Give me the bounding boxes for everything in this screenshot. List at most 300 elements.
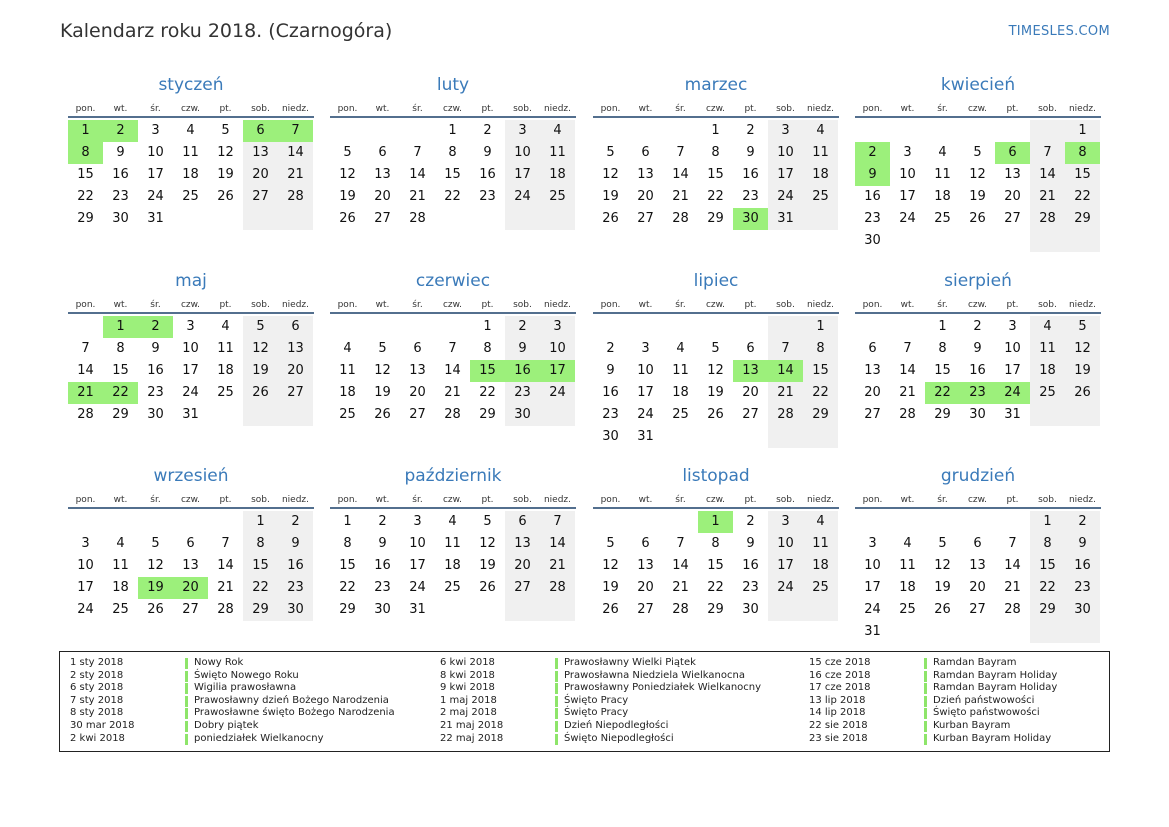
month-5 <box>68 268 314 426</box>
day-cell: 30 <box>602 429 619 444</box>
holiday-marker <box>924 696 927 707</box>
day-grid <box>855 120 1101 252</box>
month-name: listopad <box>682 466 750 486</box>
empty-cell <box>890 621 925 643</box>
day-grid <box>593 120 839 230</box>
day-cell: 26 <box>479 580 496 595</box>
day-cell: 8 <box>803 338 838 360</box>
weekday-label: pon. <box>337 495 358 505</box>
day-cell: 21 <box>672 189 689 204</box>
empty-cell <box>593 316 628 338</box>
day-cell: 31 <box>768 208 803 230</box>
day-cell: 7 <box>903 341 912 356</box>
empty-cell <box>1030 404 1065 426</box>
weekday-label: pt. <box>481 104 494 114</box>
day-cell: 6 <box>278 316 313 338</box>
weekday-label: pon. <box>75 104 96 114</box>
empty-cell <box>663 426 698 448</box>
day-cell: 3 <box>768 120 803 142</box>
holiday-day-cell: 23 <box>960 382 995 404</box>
day-cell: 26 <box>147 602 164 617</box>
holiday-column <box>809 657 1057 745</box>
empty-cell <box>995 120 1030 142</box>
day-cell: 20 <box>742 385 759 400</box>
day-cell: 14 <box>444 363 461 378</box>
day-cell: 5 <box>606 145 615 160</box>
holiday-day-cell: 16 <box>505 360 540 382</box>
day-cell: 23 <box>374 580 391 595</box>
day-cell: 4 <box>676 341 685 356</box>
weekday-label: pon. <box>337 300 358 310</box>
day-cell: 27 <box>182 602 199 617</box>
holiday-name: Dzień państwowości <box>933 694 1035 706</box>
holiday-marker <box>924 658 927 669</box>
day-cell: 1 <box>938 319 947 334</box>
holiday-marker <box>185 683 188 694</box>
weekday-header <box>593 98 839 118</box>
day-cell: 28 <box>768 404 803 426</box>
weekday-label: czw. <box>967 104 988 114</box>
day-cell: 3 <box>505 120 540 142</box>
holiday-day-cell: 21 <box>68 382 103 404</box>
day-cell: 4 <box>540 120 575 142</box>
weekday-header <box>330 489 576 509</box>
day-cell: 19 <box>479 558 496 573</box>
day-cell: 14 <box>409 167 426 182</box>
weekday-label: pt. <box>219 495 232 505</box>
weekday-label: śr. <box>937 300 948 310</box>
weekday-label: niedz. <box>543 300 572 310</box>
weekday-label: czw. <box>705 495 726 505</box>
day-cell: 25 <box>339 407 356 422</box>
empty-cell <box>995 621 1030 643</box>
day-cell: 10 <box>1004 341 1021 356</box>
day-cell: 30 <box>864 233 881 248</box>
day-cell: 28 <box>278 186 313 208</box>
day-cell: 7 <box>448 341 457 356</box>
holiday-day-cell: 30 <box>733 208 768 230</box>
weekday-header <box>68 294 314 314</box>
day-grid <box>330 511 576 621</box>
day-cell: 6 <box>641 536 650 551</box>
day-cell: 16 <box>742 558 759 573</box>
page-title: Kalendarz roku 2018. (Czarnogóra) <box>60 20 393 42</box>
weekday-label: niedz. <box>281 300 310 310</box>
day-cell: 9 <box>278 533 313 555</box>
day-cell: 9 <box>378 536 387 551</box>
weekday-label: pt. <box>219 104 232 114</box>
holiday-marker <box>555 721 558 732</box>
holiday-row <box>70 707 395 720</box>
day-cell: 4 <box>343 341 352 356</box>
site-link[interactable]: TIMESLES.COM <box>1008 24 1110 39</box>
holiday-day-cell: 6 <box>243 120 278 142</box>
day-cell: 22 <box>339 580 356 595</box>
holiday-name: Dobry piątek <box>194 719 259 731</box>
day-cell: 6 <box>868 341 877 356</box>
day-cell: 28 <box>540 577 575 599</box>
holiday-row <box>70 657 395 670</box>
day-cell: 27 <box>637 211 654 226</box>
holiday-day-cell: 19 <box>138 577 173 599</box>
day-cell: 12 <box>374 363 391 378</box>
weekday-label: niedz. <box>543 104 572 114</box>
empty-cell <box>400 120 435 142</box>
day-cell: 6 <box>746 341 755 356</box>
holiday-marker <box>555 658 558 669</box>
day-cell: 20 <box>505 555 540 577</box>
day-cell: 17 <box>505 164 540 186</box>
weekday-label: pon. <box>600 104 621 114</box>
day-cell: 24 <box>182 385 199 400</box>
holiday-marker <box>185 696 188 707</box>
day-cell: 17 <box>77 580 94 595</box>
day-cell: 18 <box>540 164 575 186</box>
weekday-label: sob. <box>251 495 270 505</box>
day-cell: 2 <box>973 319 982 334</box>
empty-cell <box>330 120 365 142</box>
day-cell: 4 <box>186 123 195 138</box>
empty-cell <box>663 511 698 533</box>
weekday-label: śr. <box>412 104 423 114</box>
day-cell: 16 <box>742 167 759 182</box>
day-cell: 5 <box>606 536 615 551</box>
weekday-label: sob. <box>776 495 795 505</box>
day-cell: 16 <box>278 555 313 577</box>
day-cell: 5 <box>243 316 278 338</box>
day-cell: 30 <box>969 407 986 422</box>
day-cell: 28 <box>1004 602 1021 617</box>
holiday-row <box>70 682 395 695</box>
day-cell: 23 <box>479 189 496 204</box>
month-12 <box>855 463 1101 643</box>
weekday-header <box>593 489 839 509</box>
empty-cell <box>208 404 243 426</box>
empty-cell <box>1065 404 1100 426</box>
weekday-label: wt. <box>638 495 653 505</box>
day-cell: 13 <box>278 338 313 360</box>
day-cell: 20 <box>278 360 313 382</box>
holiday-row <box>809 682 1057 695</box>
weekday-label: sob. <box>1038 300 1057 310</box>
day-cell: 3 <box>81 536 90 551</box>
weekday-label: pt. <box>744 300 757 310</box>
holiday-row <box>440 695 761 708</box>
day-cell: 17 <box>147 167 164 182</box>
holiday-date: 13 lip 2018 <box>809 694 866 706</box>
day-cell: 8 <box>343 536 352 551</box>
day-grid <box>330 316 576 426</box>
day-cell: 19 <box>339 189 356 204</box>
day-cell: 12 <box>934 558 951 573</box>
day-cell: 12 <box>243 338 278 360</box>
day-cell: 30 <box>147 407 164 422</box>
day-cell: 10 <box>768 142 803 164</box>
day-cell: 29 <box>112 407 129 422</box>
holiday-name: Święto państwowości <box>933 707 1040 719</box>
day-cell: 8 <box>711 145 720 160</box>
weekday-label: śr. <box>150 495 161 505</box>
holiday-day-cell: 24 <box>995 382 1030 404</box>
holiday-row <box>70 733 395 746</box>
holiday-marker <box>185 721 188 732</box>
empty-cell <box>173 208 208 230</box>
empty-cell <box>1065 230 1100 252</box>
holiday-name: Kurban Bayram <box>933 719 1011 731</box>
day-cell: 3 <box>868 536 877 551</box>
day-cell: 18 <box>803 164 838 186</box>
holiday-name: Święto Pracy <box>564 694 629 706</box>
weekday-label: czw. <box>180 300 201 310</box>
day-grid <box>68 120 314 230</box>
holiday-date: 6 kwi 2018 <box>440 657 495 668</box>
holiday-day-cell: 2 <box>855 142 890 164</box>
weekday-header <box>855 98 1101 118</box>
holiday-marker <box>555 708 558 719</box>
day-cell: 1 <box>343 514 352 529</box>
day-cell: 4 <box>938 145 947 160</box>
day-cell: 24 <box>77 602 94 617</box>
day-cell: 8 <box>448 145 457 160</box>
day-cell: 9 <box>116 145 125 160</box>
month-10 <box>330 463 576 621</box>
day-cell: 26 <box>339 211 356 226</box>
weekday-header <box>68 489 314 509</box>
empty-cell <box>243 208 278 230</box>
holiday-marker <box>555 683 558 694</box>
day-cell: 7 <box>81 341 90 356</box>
day-cell: 18 <box>444 558 461 573</box>
day-cell: 24 <box>147 189 164 204</box>
holiday-row <box>809 707 1057 720</box>
day-cell: 21 <box>1004 580 1021 595</box>
day-cell: 29 <box>707 602 724 617</box>
empty-cell <box>628 511 663 533</box>
weekday-label: pt. <box>481 300 494 310</box>
day-cell: 21 <box>1030 186 1065 208</box>
weekday-label: pon. <box>862 300 883 310</box>
day-cell: 18 <box>899 580 916 595</box>
weekday-label: pon. <box>600 495 621 505</box>
day-cell: 12 <box>1065 338 1100 360</box>
day-cell: 17 <box>1004 363 1021 378</box>
holiday-name: poniedziałek Wielkanocny <box>194 732 324 744</box>
day-cell: 25 <box>934 211 951 226</box>
day-grid <box>68 316 314 426</box>
weekday-label: sob. <box>776 104 795 114</box>
day-cell: 9 <box>483 145 492 160</box>
day-cell: 11 <box>899 558 916 573</box>
weekday-header <box>330 98 576 118</box>
day-cell: 12 <box>339 167 356 182</box>
weekday-label: pt. <box>1006 300 1019 310</box>
day-cell: 8 <box>938 341 947 356</box>
day-cell: 27 <box>1004 211 1021 226</box>
day-cell: 21 <box>540 555 575 577</box>
month-name: kwiecień <box>940 75 1016 95</box>
weekday-label: pt. <box>1006 495 1019 505</box>
weekday-label: czw. <box>442 300 463 310</box>
empty-cell <box>1030 230 1065 252</box>
day-cell: 10 <box>540 338 575 360</box>
day-cell: 11 <box>112 558 129 573</box>
day-cell: 3 <box>768 511 803 533</box>
day-cell: 9 <box>973 341 982 356</box>
day-cell: 3 <box>1008 319 1017 334</box>
weekday-header <box>593 294 839 314</box>
holiday-date: 1 sty 2018 <box>70 657 124 668</box>
empty-cell <box>925 621 960 643</box>
day-cell: 11 <box>1030 338 1065 360</box>
day-cell: 12 <box>147 558 164 573</box>
day-cell: 2 <box>378 514 387 529</box>
holiday-day-cell: 8 <box>1065 142 1100 164</box>
day-cell: 15 <box>444 167 461 182</box>
month-3 <box>593 72 839 230</box>
empty-cell <box>435 316 470 338</box>
weekday-label: czw. <box>442 104 463 114</box>
weekday-label: wt. <box>375 104 390 114</box>
empty-cell <box>173 511 208 533</box>
day-cell: 25 <box>1030 382 1065 404</box>
day-cell: 14 <box>672 167 689 182</box>
empty-cell <box>733 316 768 338</box>
empty-cell <box>400 316 435 338</box>
day-cell: 16 <box>1065 555 1100 577</box>
day-cell: 20 <box>243 164 278 186</box>
day-cell: 31 <box>409 602 426 617</box>
day-cell: 16 <box>969 363 986 378</box>
day-cell: 1 <box>803 316 838 338</box>
holiday-row <box>809 657 1057 670</box>
weekday-label: pt. <box>481 495 494 505</box>
day-cell: 15 <box>1065 164 1100 186</box>
empty-cell <box>68 316 103 338</box>
weekday-header <box>68 98 314 118</box>
day-cell: 28 <box>1030 208 1065 230</box>
empty-cell <box>960 621 995 643</box>
day-cell: 12 <box>602 558 619 573</box>
day-cell: 24 <box>864 602 881 617</box>
day-cell: 15 <box>707 558 724 573</box>
day-cell: 30 <box>505 404 540 426</box>
day-cell: 12 <box>969 167 986 182</box>
month-name: grudzień <box>940 466 1016 486</box>
day-cell: 10 <box>505 142 540 164</box>
holiday-row <box>440 733 761 746</box>
empty-cell <box>628 316 663 338</box>
weekday-label: sob. <box>251 300 270 310</box>
empty-cell <box>925 230 960 252</box>
day-cell: 20 <box>409 385 426 400</box>
day-cell: 19 <box>217 167 234 182</box>
holiday-name: Ramdan Bayram Holiday <box>933 682 1058 694</box>
day-cell: 25 <box>112 602 129 617</box>
day-cell: 25 <box>540 186 575 208</box>
holiday-date: 22 sie 2018 <box>809 719 868 731</box>
empty-cell <box>663 316 698 338</box>
holiday-name: Prawosławny dzień Bożego Narodzenia <box>194 694 389 706</box>
day-cell: 26 <box>217 189 234 204</box>
day-cell: 20 <box>637 580 654 595</box>
day-cell: 5 <box>378 341 387 356</box>
holiday-day-cell: 2 <box>103 120 138 142</box>
holiday-marker <box>185 734 188 745</box>
holiday-marker <box>185 658 188 669</box>
day-cell: 14 <box>1004 558 1021 573</box>
day-cell: 15 <box>243 555 278 577</box>
holiday-column <box>440 657 761 745</box>
day-cell: 13 <box>1004 167 1021 182</box>
holiday-date: 14 lip 2018 <box>809 707 866 719</box>
day-cell: 15 <box>934 363 951 378</box>
day-cell: 15 <box>707 167 724 182</box>
weekday-label: śr. <box>675 300 686 310</box>
day-cell: 20 <box>374 189 391 204</box>
empty-cell <box>995 511 1030 533</box>
day-cell: 10 <box>182 341 199 356</box>
day-cell: 17 <box>182 363 199 378</box>
weekday-label: śr. <box>675 495 686 505</box>
month-7 <box>593 268 839 448</box>
holiday-day-cell: 17 <box>540 360 575 382</box>
month-4 <box>855 72 1101 252</box>
day-cell: 22 <box>1030 577 1065 599</box>
month-8 <box>855 268 1101 426</box>
weekday-label: śr. <box>150 104 161 114</box>
weekday-label: wt. <box>900 300 915 310</box>
holiday-marker <box>924 671 927 682</box>
weekday-label: wt. <box>638 300 653 310</box>
day-cell: 17 <box>899 189 916 204</box>
day-cell: 17 <box>768 164 803 186</box>
month-name: lipiec <box>693 271 739 291</box>
day-cell: 9 <box>746 145 755 160</box>
holiday-marker <box>185 708 188 719</box>
empty-cell <box>540 404 575 426</box>
day-cell: 8 <box>711 536 720 551</box>
day-cell: 5 <box>973 145 982 160</box>
day-cell: 21 <box>444 385 461 400</box>
empty-cell <box>1030 621 1065 643</box>
weekday-label: sob. <box>513 495 532 505</box>
day-cell: 4 <box>116 536 125 551</box>
day-cell: 4 <box>448 514 457 529</box>
day-cell: 22 <box>707 189 724 204</box>
day-cell: 16 <box>374 558 391 573</box>
holiday-row <box>440 670 761 683</box>
day-cell: 31 <box>864 624 881 639</box>
empty-cell <box>890 230 925 252</box>
day-cell: 15 <box>339 558 356 573</box>
empty-cell <box>243 404 278 426</box>
day-cell: 18 <box>1030 360 1065 382</box>
day-cell: 2 <box>278 511 313 533</box>
day-cell: 24 <box>899 211 916 226</box>
day-cell: 29 <box>934 407 951 422</box>
empty-cell <box>855 316 890 338</box>
day-cell: 17 <box>768 555 803 577</box>
empty-cell <box>960 120 995 142</box>
day-cell: 25 <box>182 189 199 204</box>
day-cell: 2 <box>746 514 755 529</box>
day-cell: 22 <box>243 577 278 599</box>
day-cell: 14 <box>77 363 94 378</box>
weekday-label: śr. <box>937 495 948 505</box>
day-cell: 10 <box>768 533 803 555</box>
day-cell: 18 <box>112 580 129 595</box>
day-cell: 13 <box>637 558 654 573</box>
